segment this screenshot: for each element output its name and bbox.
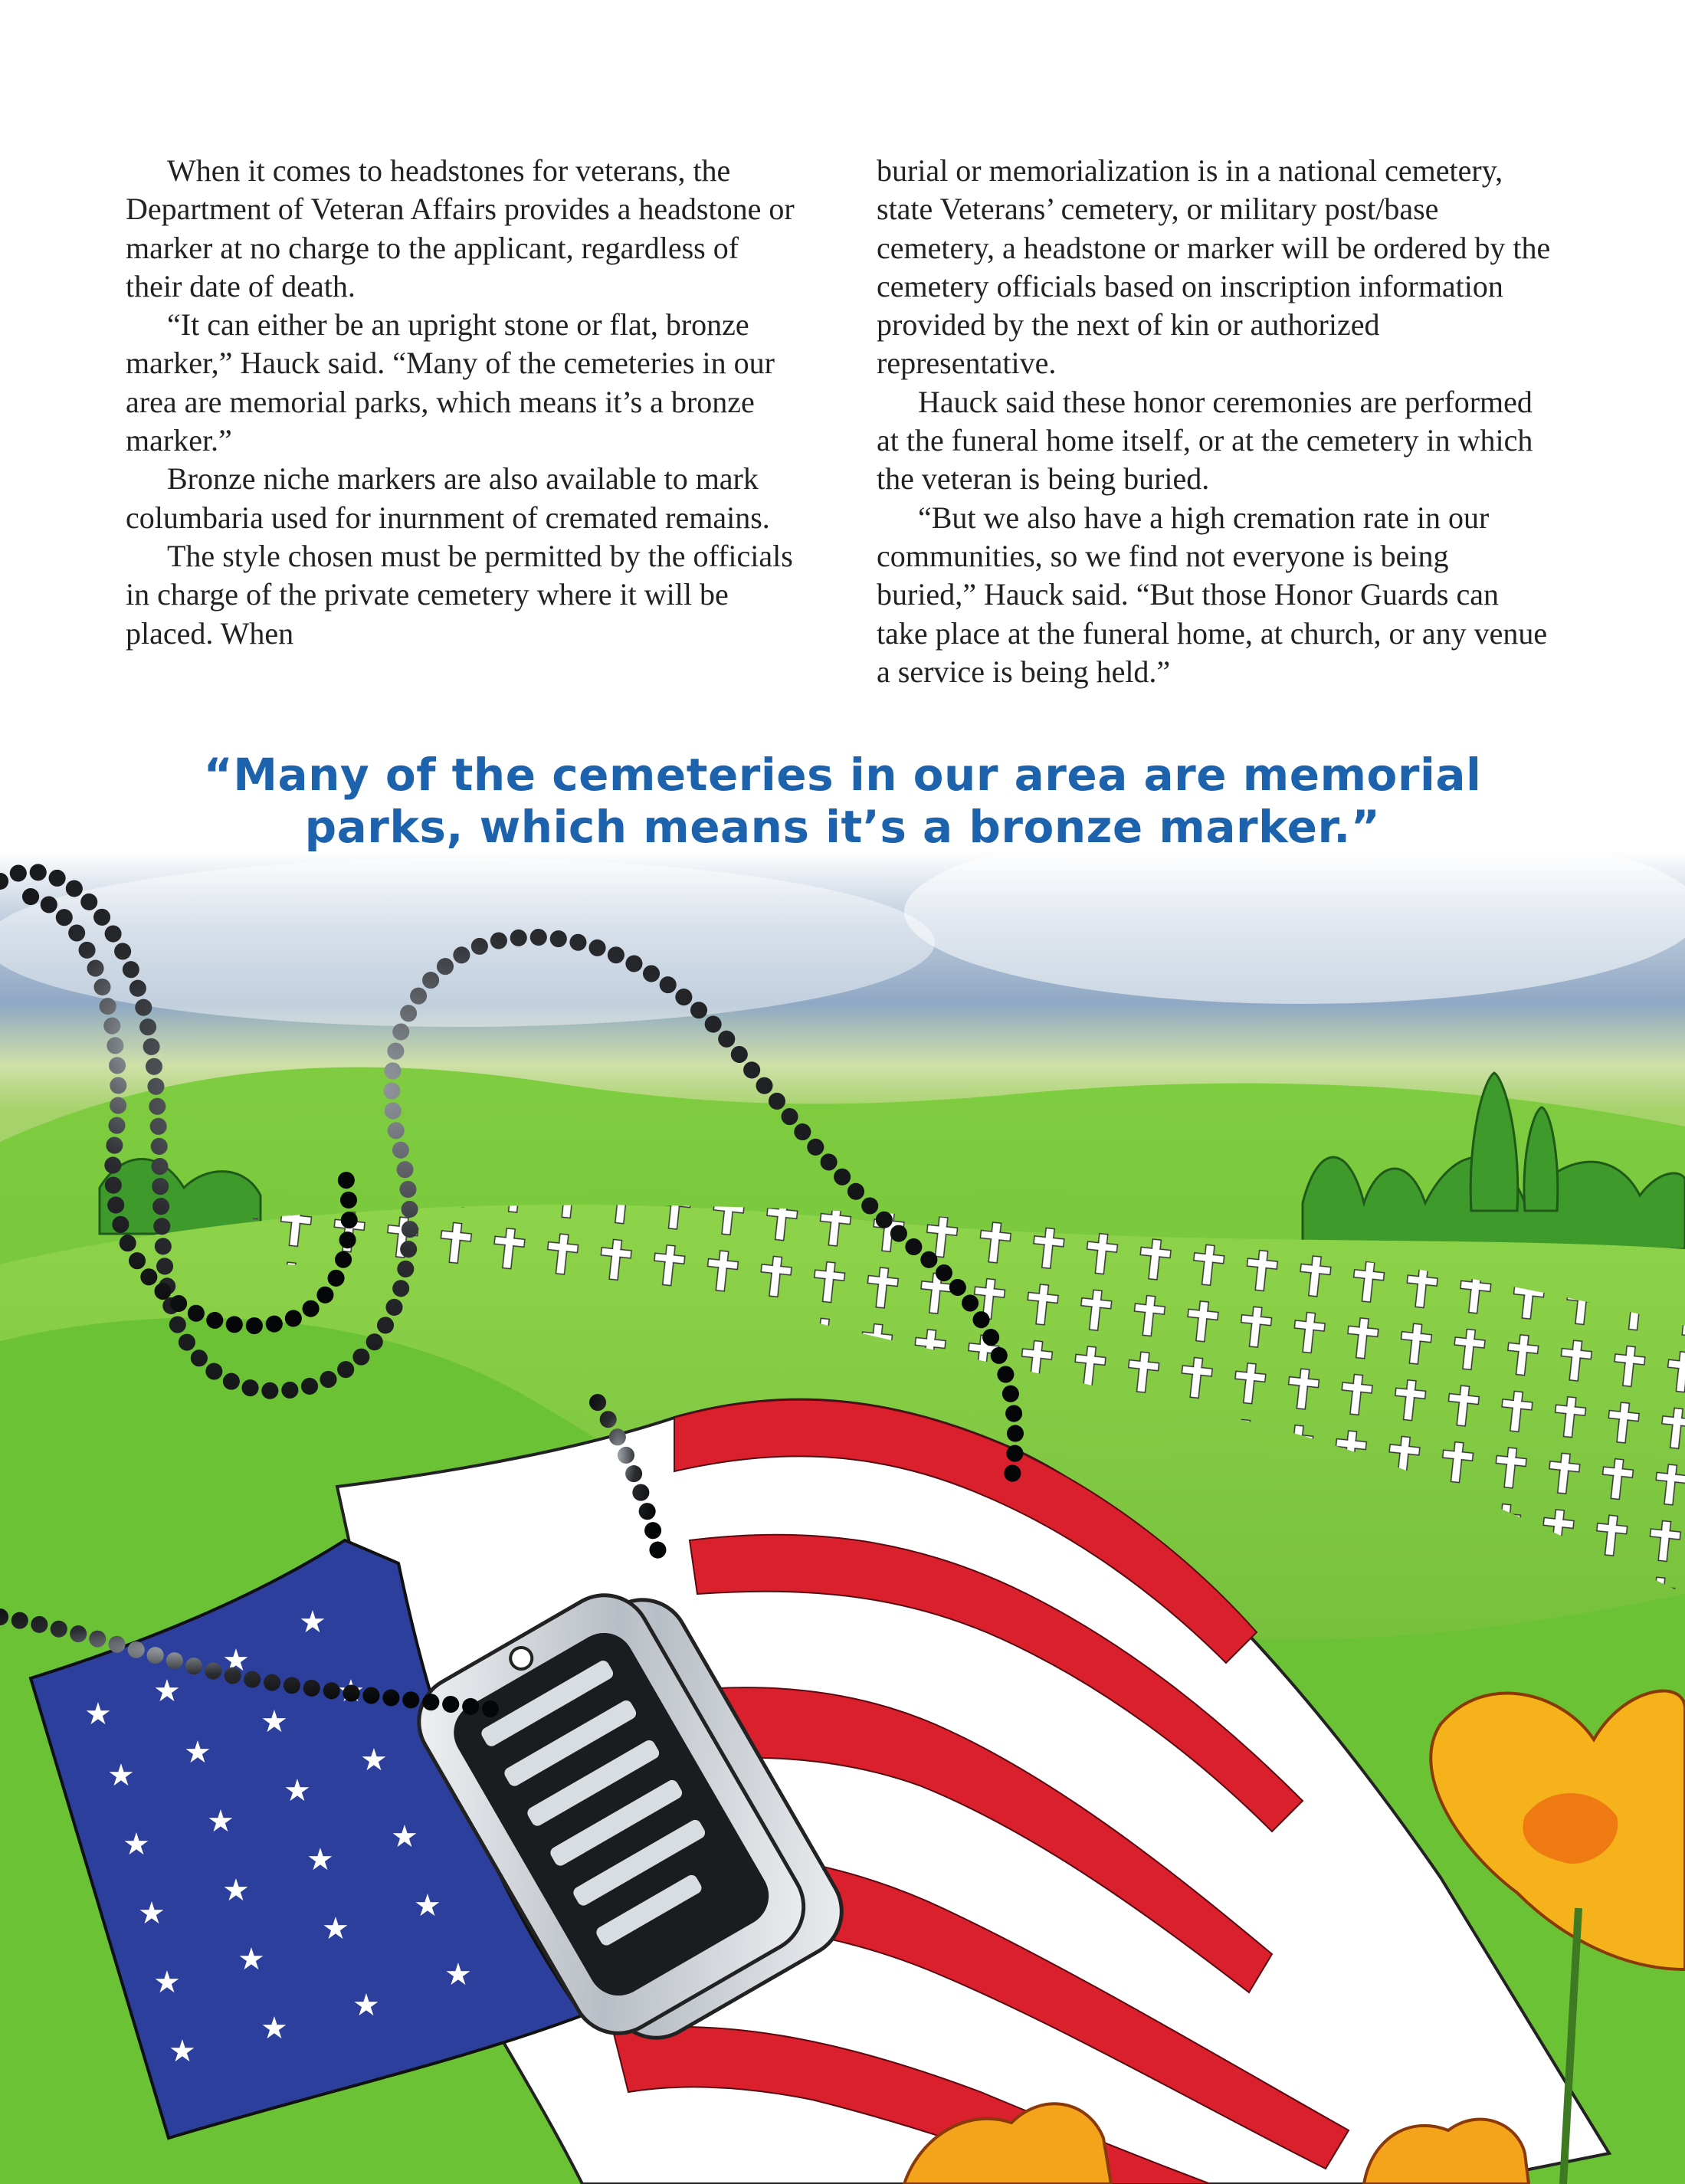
svg-text:★: ★ <box>352 1988 380 2023</box>
svg-text:★: ★ <box>184 1735 211 1770</box>
paragraph: When it comes to headstones for veterans, the Department of Veteran Affairs provides a headstone or marker at no charge to the applicant, regardless of their date of death. <box>126 153 795 303</box>
svg-text:★: ★ <box>107 1758 135 1793</box>
pull-quote-line: parks, which means it’s a bronze marker.” <box>304 801 1381 853</box>
svg-text:★: ★ <box>222 1873 250 1908</box>
svg-text:★: ★ <box>414 1888 441 1923</box>
svg-text:★: ★ <box>444 1957 472 1992</box>
svg-text:★: ★ <box>391 1819 418 1854</box>
svg-text:★: ★ <box>153 1674 181 1709</box>
svg-text:★: ★ <box>169 2034 196 2069</box>
svg-text:★: ★ <box>261 1704 288 1740</box>
svg-text:★: ★ <box>138 1896 166 1931</box>
article-column-left <box>126 152 800 653</box>
article-column-right <box>877 152 1551 691</box>
svg-text:★: ★ <box>207 1804 234 1839</box>
paragraph: burial or memorialization is in a national cemetery, state Veterans’ cemetery, or military post/base cemetery, a headstone or marker will be ordered by the cemetery officials based on inscription information provided by the next of kin or authorized representative. <box>877 153 1551 381</box>
paragraph: “It can either be an upright stone or flat, bronze marker,” Hauck said. “Many of the cemeteries in our area are memorial parks, which means it’s a bronze marker.” <box>126 307 775 458</box>
svg-text:★: ★ <box>153 1965 181 2000</box>
svg-text:★: ★ <box>360 1743 388 1778</box>
svg-text:★: ★ <box>337 1674 365 1709</box>
svg-text:★: ★ <box>307 1842 334 1877</box>
svg-text:★: ★ <box>261 2011 288 2046</box>
pull-quote-line: “Many of the cemeteries in our area are memorial <box>203 749 1482 801</box>
svg-text:★: ★ <box>123 1827 150 1862</box>
paragraph: The style chosen must be permitted by the officials in charge of the private cemetery where it will be placed. When <box>126 538 793 651</box>
paragraph: Hauck said these honor ceremonies are performed at the funeral home itself, or at the cemetery in which the veteran is being buried. <box>877 384 1533 497</box>
pull-quote <box>0 749 1685 853</box>
memorial-illustration <box>0 713 1685 2184</box>
svg-text:★: ★ <box>84 1697 112 1732</box>
paragraph: Bronze niche markers are also available to mark columbaria used for inurnment of cremated remains. <box>126 461 770 535</box>
svg-text:★: ★ <box>284 1773 311 1809</box>
svg-text:★: ★ <box>238 1942 265 1977</box>
svg-text:★: ★ <box>322 1911 349 1946</box>
svg-text:★: ★ <box>222 1643 250 1678</box>
svg-text:★: ★ <box>299 1605 326 1640</box>
paragraph: “But we also have a high cremation rate in our communities, so we find not everyone is being buried,” Hauck said. “But those Honor Guards can take place at the funeral home, at church, or any venue a service is being held.” <box>877 500 1548 689</box>
